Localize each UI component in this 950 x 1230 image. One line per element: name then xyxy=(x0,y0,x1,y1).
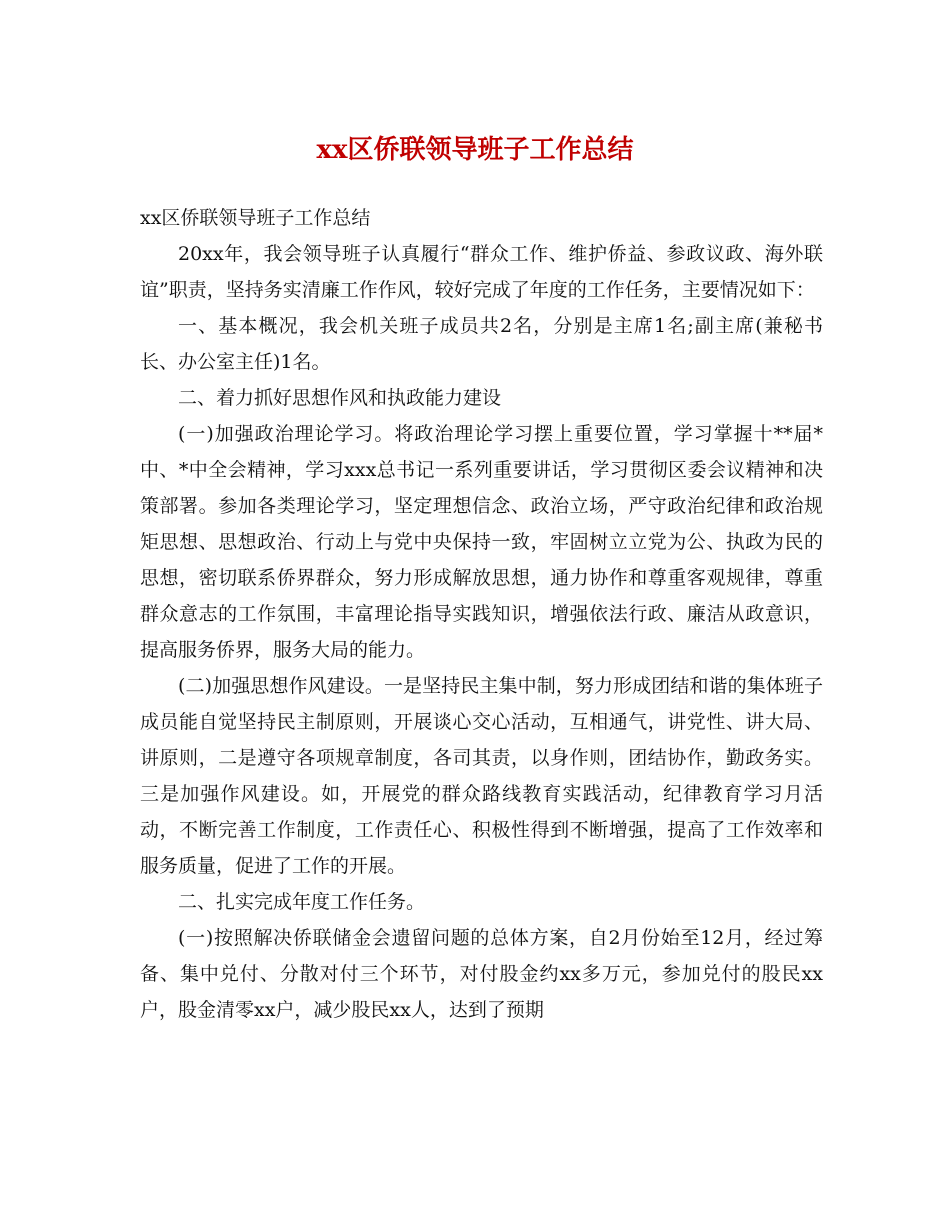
subtitle-paragraph: xx区侨联领导班子工作总结 xyxy=(140,207,371,229)
section-heading: 二、扎实完成年度工作任务。 xyxy=(178,891,426,913)
task-paragraph: (一)按照解决侨联储金会遗留问题的总体方案，自2月份始至12月，经过筹备、集中兑付、分散对付三个环节，对付股金约xx多万元，参加兑付的股民xx户，股金清零xx户，减少股民xx人，达到了预期 xyxy=(140,927,823,1021)
overview-paragraph: 一、基本概况，我会机关班子成员共2名，分别是主席1名;副主席(兼秘书长、办公室主任)1名。 xyxy=(140,315,823,373)
style-building-paragraph: (二)加强思想作风建设。一是坚持民主集中制，努力形成团结和谐的集体班子成员能自觉坚持民主制原则，开展谈心交心活动，互相通气，讲党性、讲大局、讲原则，二是遵守各项规章制度，各司其责，以身作则，团结协作，勤政务实。三是加强作风建设。如，开展党的群众路线教育实践活动，纪律教育学习月活动，不断完善工作制度，工作责任心、积极性得到不断增强，提高了工作效率和服务质量，促进了工作的开展。 xyxy=(140,675,823,877)
document-title: xx区侨联领导班子工作总结 xyxy=(316,135,634,165)
theory-study-paragraph: (一)加强政治理论学习。将政治理论学习摆上重要位置，学习掌握十**届*中、*中全会精神，学习xxx总书记一系列重要讲话，学习贯彻区委会议精神和决策部署。参加各类理论学习，坚定理想信念、政治立场，严守政治纪律和政治规矩思想、思想政治、行动上与党中央保持一致，牢固树立立党为公、执政为民的思想，密切联系侨界群众，努力形成解放思想，通力协作和尊重客观规律，尊重群众意志的工作氛围，丰富理论指导实践知识，增强依法行政、廉洁从政意识，提高服务侨界，服务大局的能力。 xyxy=(140,423,823,661)
intro-paragraph: 20xx年，我会领导班子认真履行“群众工作、维护侨益、参政议政、海外联谊”职责，坚持务实清廉工作作风，较好完成了年度的工作任务，主要情况如下： xyxy=(140,243,823,301)
section-heading: 二、着力抓好思想作风和执政能力建设 xyxy=(178,387,502,409)
document-body xyxy=(140,200,823,1028)
